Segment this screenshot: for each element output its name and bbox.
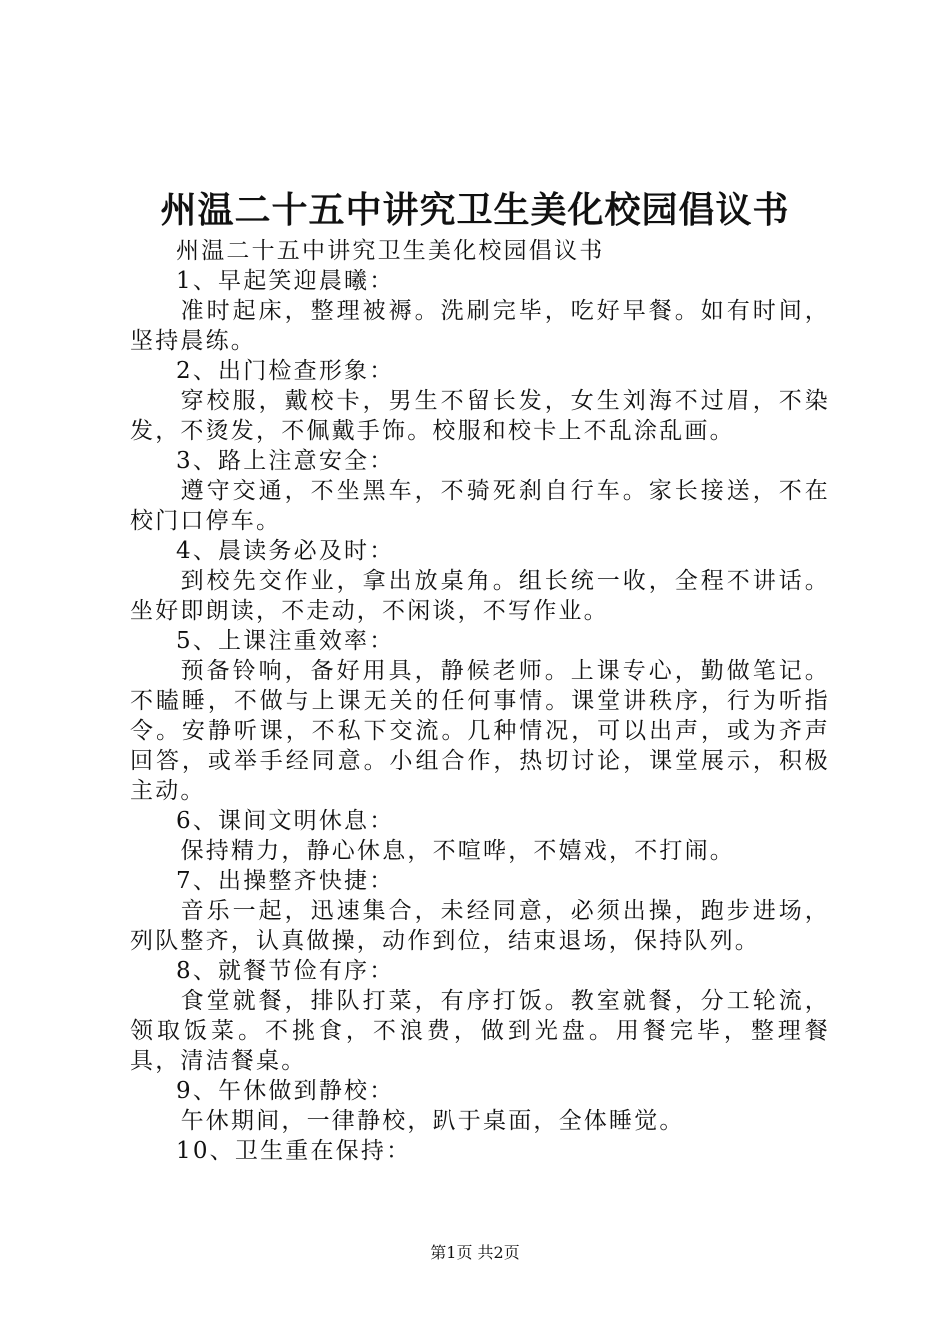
section-heading: 6、课间文明休息： <box>176 808 395 834</box>
document-body <box>130 236 830 1166</box>
section-heading: 9、午休做到静校： <box>176 1078 395 1104</box>
section-text: 食堂就餐，排队打菜，有序打饭。教室就餐，分工轮流，领取饭菜。不挑食，不浪费，做到光盘。用餐完毕，整理餐具，清洁餐桌。 <box>130 988 830 1074</box>
section-heading: 4、晨读务必及时： <box>176 538 395 564</box>
section-text: 音乐一起，迅速集合，未经同意，必须出操，跑步进场，列队整齐，认真做操，动作到位，结束退场，保持队列。 <box>130 898 830 954</box>
section-text: 保持精力，静心休息，不喧哗，不嬉戏，不打闹。 <box>180 838 735 864</box>
section-text: 预备铃响，备好用具，静候老师。上课专心，勤做笔记。不瞌睡，不做与上课无关的任何事情。课堂讲秩序，行为听指令。安静听课，不私下交流。几种情况，可以出声，或为齐声回答，或举手经同意。小组合作，热切讨论，课堂展示，积极主动。 <box>130 658 830 804</box>
section-text: 穿校服，戴校卡，男生不留长发，女生刘海不过眉，不染发，不烫发，不佩戴手饰。校服和校卡上不乱涂乱画。 <box>130 388 830 444</box>
section-text: 到校先交作业，拿出放桌角。组长统一收，全程不讲话。坐好即朗读，不走动，不闲谈，不写作业。 <box>130 568 830 624</box>
section-text: 午休期间，一律静校，趴于桌面，全体睡觉。 <box>180 1108 685 1134</box>
section-heading: 10、卫生重在保持： <box>176 1138 412 1164</box>
section-heading: 7、出操整齐快捷： <box>176 868 395 894</box>
section-heading: 1、早起笑迎晨曦： <box>176 268 395 294</box>
page-footer: 第1页 共2页 <box>430 1243 520 1262</box>
section-heading: 3、路上注意安全： <box>176 448 395 474</box>
section-text: 准时起床，整理被褥。洗刷完毕，吃好早餐。如有时间，坚持晨练。 <box>130 298 830 354</box>
section-text: 遵守交通，不坐黑车，不骑死刹自行车。家长接送，不在校门口停车。 <box>130 478 830 534</box>
document-title: 州温二十五中讲究卫生美化校园倡议书 <box>160 189 790 231</box>
section-heading: 2、出门检查形象： <box>176 358 395 384</box>
document-subtitle: 州温二十五中讲究卫生美化校园倡议书 <box>176 238 605 264</box>
section-heading: 5、上课注重效率： <box>176 628 395 654</box>
section-heading: 8、就餐节俭有序： <box>176 958 395 984</box>
